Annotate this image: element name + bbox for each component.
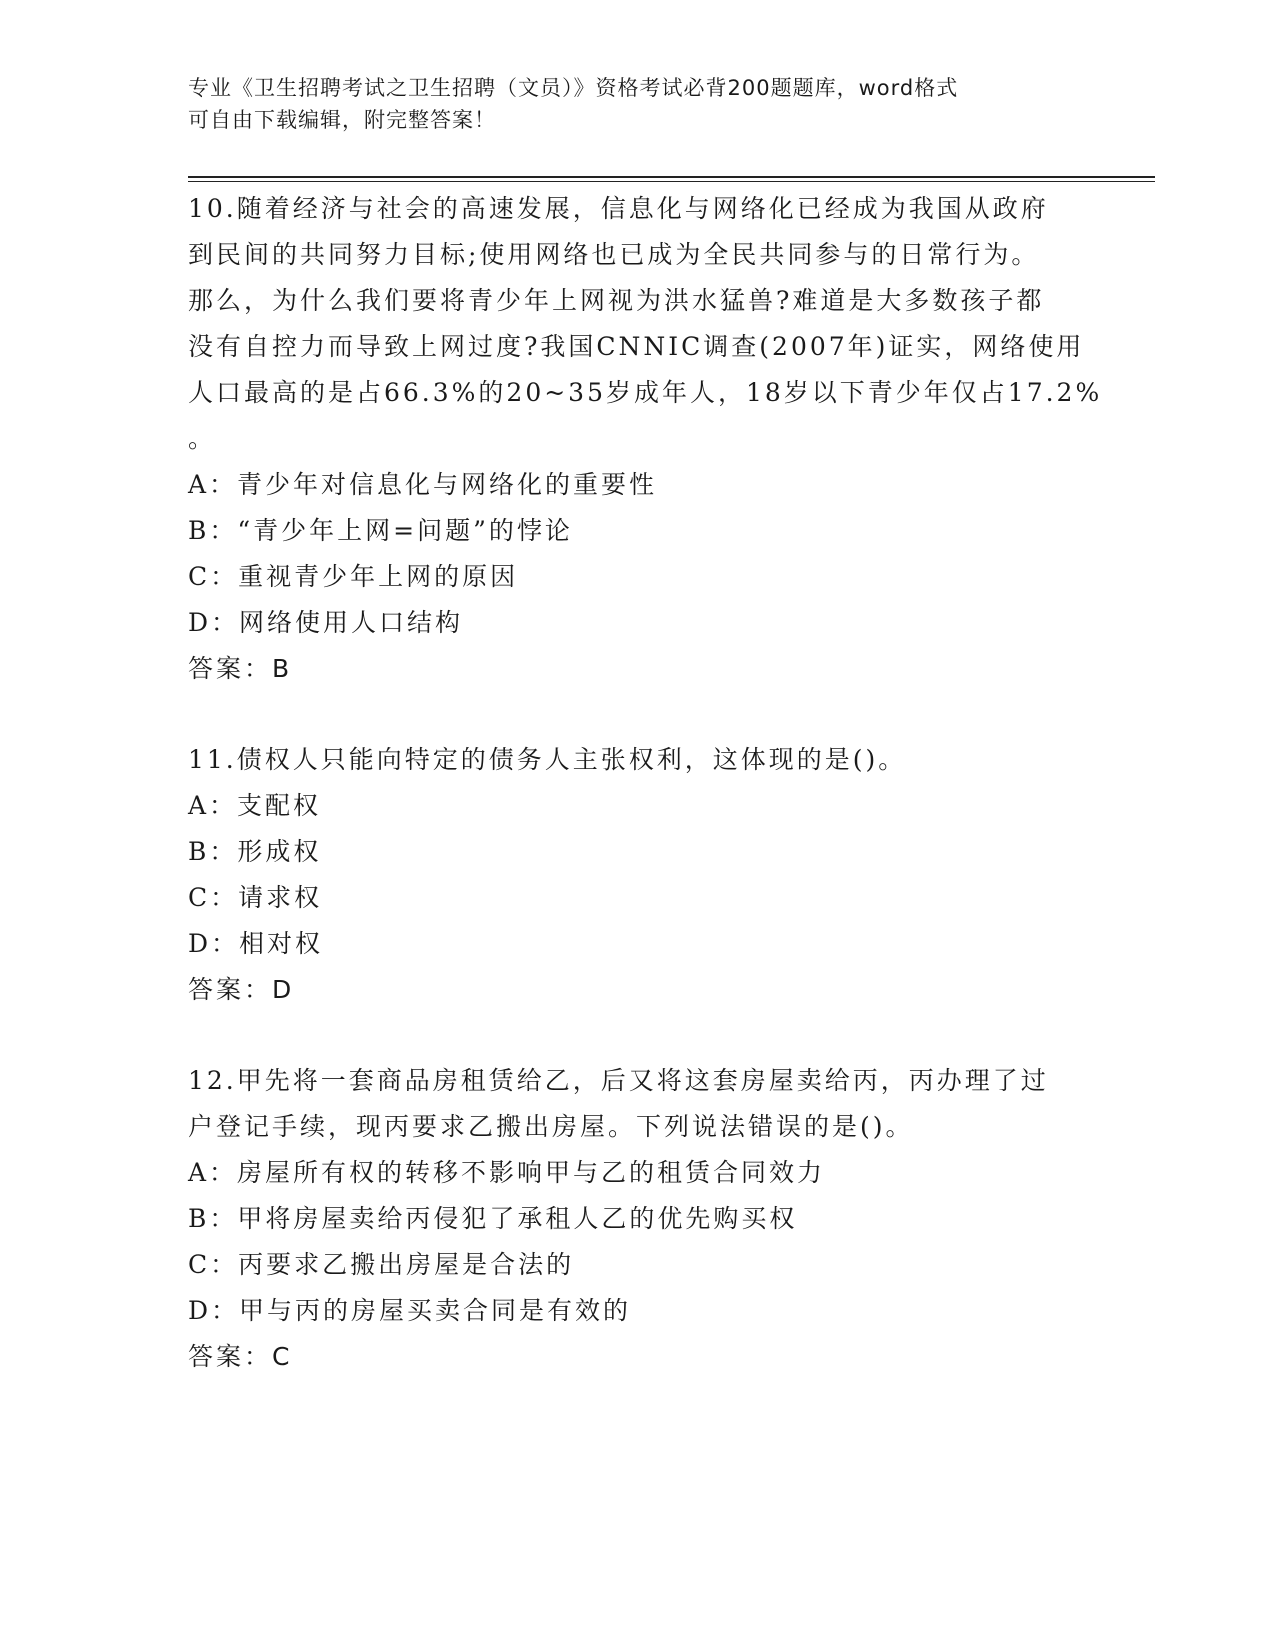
question-text-line: 那么，为什么我们要将青少年上网视为洪水猛兽?难道是大多数孩子都 [188,286,1045,315]
option-c: C：丙要求乙搬出房屋是合法的 [188,1250,575,1279]
document-header [188,72,1068,136]
header-divider [188,176,1155,182]
option-c: C：重视青少年上网的原因 [188,562,519,591]
question-text-line: 人口最高的是占66.3%的20~35岁成年人，18岁以下青少年仅占17.2% [188,378,1103,407]
answer-label: 答案：B [188,654,293,683]
question-item [188,1058,1088,1380]
question-item [188,186,1103,692]
option-d: D：甲与丙的房屋买卖合同是有效的 [188,1296,632,1325]
question-list [188,186,1103,1380]
question-text-line: 户登记手续，现丙要求乙搬出房屋。下列说法错误的是()。 [188,1112,914,1141]
option-b: B：“青少年上网=问题”的悖论 [188,516,573,545]
question-text-line: 到民间的共同努力目标;使用网络也已成为全民共同参与的日常行为。 [188,240,1040,269]
header-line-1: 专业《卫生招聘考试之卫生招聘（文员）》资格考试必背200题题库，word格式 [188,76,959,100]
header-line-2: 可自由下载编辑，附完整答案！ [188,108,496,132]
question-text-line: 10.随着经济与社会的高速发展，信息化与网络化已经成为我国从政府 [188,194,1049,223]
question-text-line: 12.甲先将一套商品房租赁给乙，后又将这套房屋卖给丙，丙办理了过 [188,1066,1049,1095]
option-a: A：房屋所有权的转移不影响甲与乙的租赁合同效力 [188,1158,826,1187]
option-d: D：相对权 [188,929,324,958]
option-d: D：网络使用人口结构 [188,608,464,637]
question-text-line: 没有自控力而导致上网过度?我国CNNIC调查(2007年)证实，网络使用 [188,332,1085,361]
option-b: B：甲将房屋卖给丙侵犯了承租人乙的优先购买权 [188,1204,798,1233]
option-a: A：支配权 [188,791,322,820]
answer-label: 答案：D [188,975,295,1004]
option-a: A：青少年对信息化与网络化的重要性 [188,470,658,499]
option-c: C：请求权 [188,883,323,912]
answer-label: 答案：C [188,1342,293,1371]
question-item [188,737,1088,1013]
question-text-line: 11.债权人只能向特定的债务人主张权利，这体现的是()。 [188,745,907,774]
option-b: B：形成权 [188,837,322,866]
question-text-line: 。 [188,424,217,453]
